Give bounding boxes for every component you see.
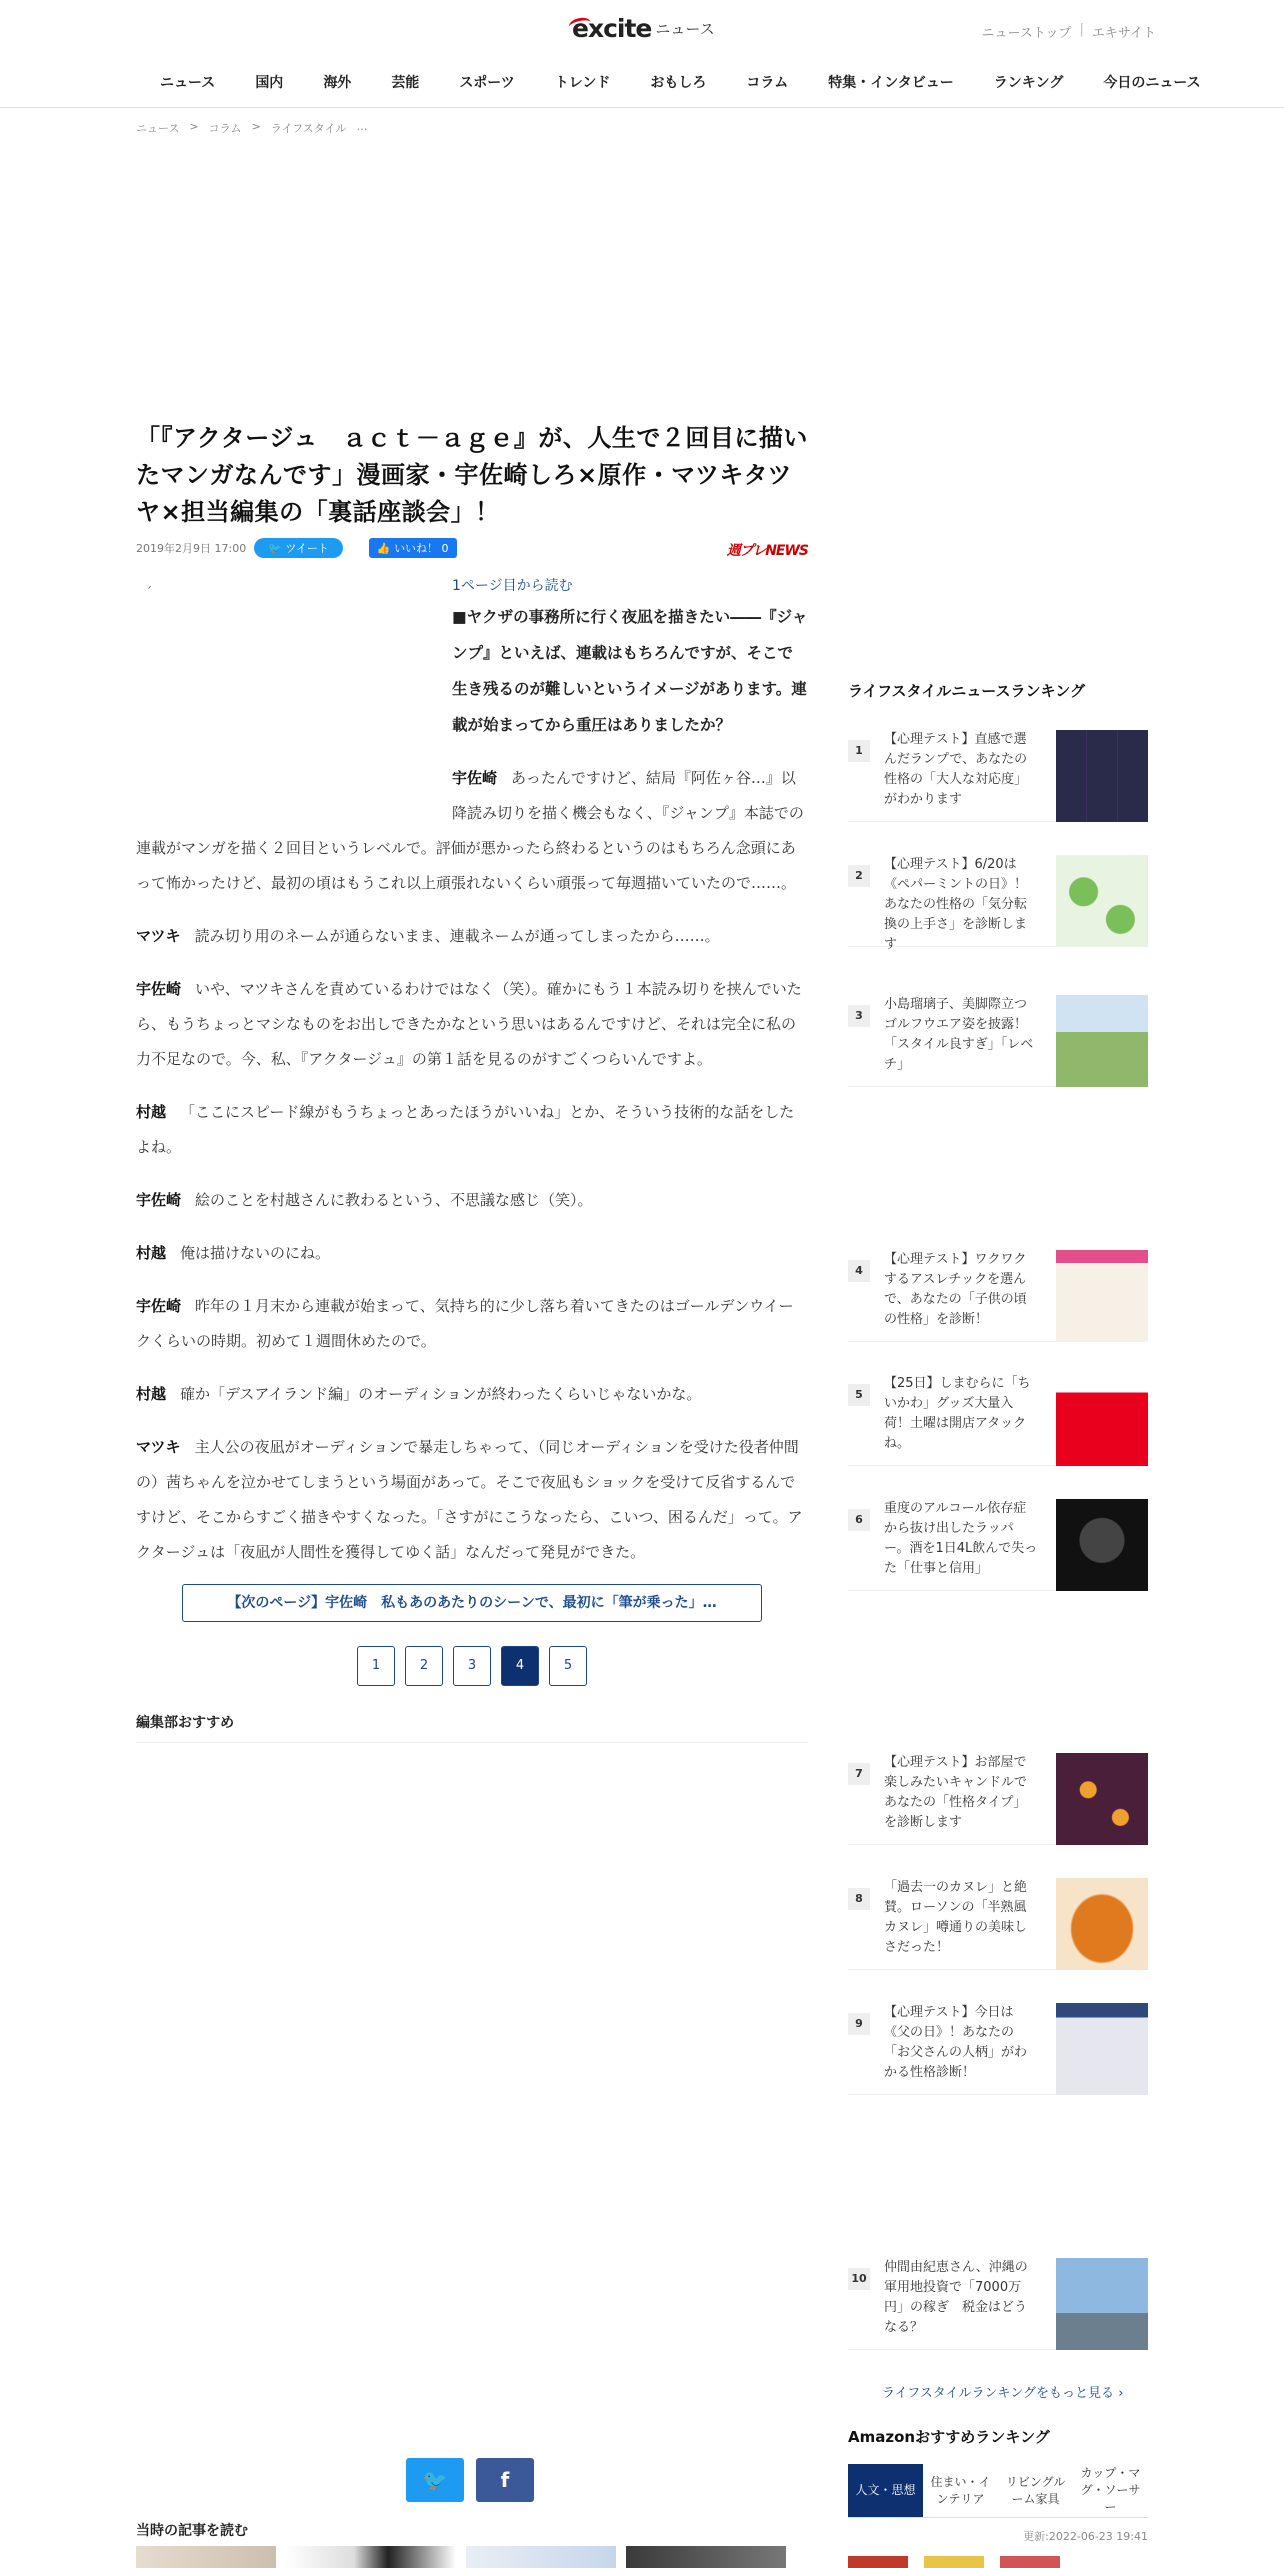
tweet-label: ツイート xyxy=(285,542,329,555)
tab-living-furniture[interactable]: リビングルーム家具 xyxy=(998,2464,1073,2518)
page-5-button[interactable]: 5 xyxy=(549,1646,587,1686)
pagination xyxy=(136,1646,808,1686)
dialogue-text: 読み切り用のネームが通らないまま、連載ネームが通ってしまったから……。 xyxy=(194,927,720,945)
ranking-thumbnail xyxy=(1056,2258,1148,2350)
page-1-button[interactable]: 1 xyxy=(357,1646,395,1686)
twitter-icon: 🐦 xyxy=(422,2468,448,2492)
more-ranking-label: ライフスタイルランキングをもっと見る xyxy=(882,2386,1115,2401)
chevron-right-icon: › xyxy=(1118,2386,1124,2401)
logo-mark: excite xyxy=(572,14,652,43)
amazon-product-thumb[interactable] xyxy=(848,2556,908,2568)
amazon-product-thumbnails xyxy=(848,2556,1148,2568)
speaker-name: 村越 xyxy=(136,1385,167,1403)
rank-headline: 重度のアルコール依存症から抜け出したラッパー。酒を1日4L飲んで失った「仕事と信用」 xyxy=(884,1501,1038,1576)
rank-headline: 【心理テスト】ワクワクするアスレチックを選んで、あなたの「子供の頃の性格」を診断！ xyxy=(884,1252,1027,1327)
rank-headline: 【25日】しまむらに「ちいかわ」グッズ大量入荷！土曜は開店アタックね。 xyxy=(884,1376,1031,1451)
speaker-name: 宇佐崎 xyxy=(452,769,498,787)
old-article-thumb[interactable] xyxy=(286,2546,456,2568)
old-article-thumb[interactable] xyxy=(466,2546,616,2568)
rank-number: 5 xyxy=(848,1384,870,1406)
rank-number: 1 xyxy=(848,740,870,762)
amazon-product-thumb[interactable] xyxy=(1000,2556,1060,2568)
amazon-ranking-title: Amazonおすすめランキング xyxy=(848,2428,1050,2446)
dialogue-text: 絵のことを村越さんに教わるという、不思議な感じ（笑）。 xyxy=(195,1191,593,1209)
breadcrumb-column[interactable]: コラム xyxy=(208,122,242,135)
ranking-item[interactable] xyxy=(848,2258,1148,2350)
rank-headline: 【心理テスト】直感で選んだランプで、あなたの性格の「大人な対応度」がわかります xyxy=(884,732,1028,807)
dialogue-paragraph xyxy=(136,1377,808,1412)
speaker-name: 村越 xyxy=(136,1244,167,1262)
nav-item-entertainment[interactable]: 芸能 xyxy=(391,75,420,91)
excite-link[interactable]: エキサイト xyxy=(1091,26,1156,41)
share-buttons xyxy=(406,2458,534,2502)
breadcrumb-lifestyle[interactable]: ライフスタイル xyxy=(270,122,347,135)
interview-question: ■ヤクザの事務所に行く夜凪を描きたい――『ジャンプ』といえば、連載はもちろんですが、そこで生き残るのが難しいというイメージがあります。連載が始まってから重圧はありましたか？ xyxy=(452,608,808,734)
article-title: 「『アクタージュ ａｃｔ－ａｇｅ』が、人生で２回目に描いたマンガなんです」漫画家・宇佐崎しろ×原作・マツキタツヤ×担当編集の「裏話座談会」！ xyxy=(136,424,808,526)
sidebar-ranking xyxy=(848,680,1148,719)
global-nav xyxy=(140,72,1221,92)
rank-headline: 「過去一のカヌレ」と絶賛。ローソンの「半熟風カヌレ」噂通りの美味しさだった！ xyxy=(884,1880,1028,1955)
ranking-thumbnail xyxy=(1056,1753,1148,1845)
nav-item-today[interactable]: 今日のニュース xyxy=(1103,75,1201,91)
logo-subtitle: ニュース xyxy=(655,20,715,38)
old-article-thumb[interactable] xyxy=(626,2546,786,2568)
rank-headline: 仲間由紀恵さん、沖縄の軍用地投資で「7000万円」の稼ぎ 税金はどうなる？ xyxy=(884,2260,1028,2335)
excite-logo[interactable] xyxy=(572,14,715,43)
dialogue-text: いや、マツキさんを責めているわけではなく（笑）。確かにもう１本読み切りを挟んでいたら、もうちょっとマシなものをお出しできたかなという思いはあるんですけど、それは完全に私の力不足なので。今、私、『アクタージュ』の第１話を見るのがすごくつらいんですよ。 xyxy=(136,980,802,1068)
site-header xyxy=(0,0,1284,108)
dialogue-text: 主人公の夜凪がオーディションで暴走しちゃって、（同じオーディションを受けた役者仲間の）茜ちゃんを泣かせてしまうという場面があって。そこで夜凪もショックを受けて反省するんですけど、そこからすごく描きやすくなった。「さすがにこうなったら、こいつ、困るんだ」って。アクタージュは「夜凪が人間性を獲得してゆく話」なんだって発見ができた。 xyxy=(136,1438,803,1561)
speaker-name: 宇佐崎 xyxy=(136,1191,182,1209)
dialogue-paragraph xyxy=(136,1095,808,1165)
amazon-category-tabs xyxy=(848,2464,1148,2518)
speaker-name: 宇佐崎 xyxy=(136,980,182,998)
tab-humanities[interactable]: 人文・思想 xyxy=(848,2464,923,2518)
editor-recommend-heading: 編集部おすすめ xyxy=(136,1712,808,1743)
dialogue-paragraph xyxy=(136,1183,808,1218)
nav-item-ranking[interactable]: ランキング xyxy=(993,75,1064,91)
ranking-item[interactable] xyxy=(848,855,1148,952)
ranking-item[interactable] xyxy=(848,730,1148,822)
ranking-title: ライフスタイルニュースランキング xyxy=(848,682,1086,700)
twitter-bird-icon: 🐦 xyxy=(268,542,282,555)
broken-image-icon: ˊ xyxy=(146,585,152,599)
ranking-thumbnail xyxy=(1056,730,1148,822)
rank-headline: 【心理テスト】6/20は《ペパーミントの日》！あなたの性格の「気分転換の上手さ」を診断します xyxy=(884,857,1028,952)
facebook-icon: f xyxy=(500,2468,510,2492)
nav-item-domestic[interactable]: 国内 xyxy=(255,75,284,91)
rank-number: 8 xyxy=(848,1888,870,1910)
dialogue-text: 確か「デスアイランド編」のオーディションが終わったくらいじゃないかな。 xyxy=(180,1385,702,1403)
speaker-name: 村越 xyxy=(136,1103,167,1121)
dialogue-paragraph xyxy=(136,1289,808,1359)
ranking-item[interactable] xyxy=(848,1753,1148,1845)
nav-item-world[interactable]: 海外 xyxy=(323,75,352,91)
more-ranking-link[interactable] xyxy=(882,2382,1123,2401)
nav-item-funny[interactable]: おもしろ xyxy=(650,75,707,91)
page-3-button[interactable]: 3 xyxy=(453,1646,491,1686)
breadcrumb-news[interactable]: ニュース xyxy=(136,122,180,135)
dialogue-paragraph xyxy=(136,1430,808,1570)
rank-number: 4 xyxy=(848,1260,870,1282)
share-twitter-button[interactable] xyxy=(406,2458,464,2502)
dialogue-text: 俺は描けないのにね。 xyxy=(180,1244,331,1262)
article-body xyxy=(136,575,808,1570)
speaker-name: 宇佐崎 xyxy=(136,1297,182,1315)
old-articles-heading: 当時の記事を読む xyxy=(136,2523,248,2539)
share-facebook-button[interactable] xyxy=(476,2458,534,2502)
page-2-button[interactable]: 2 xyxy=(405,1646,443,1686)
speaker-name: マツキ xyxy=(136,1438,181,1456)
ranking-item[interactable] xyxy=(848,995,1148,1087)
ranking-thumbnail xyxy=(1056,1374,1148,1466)
ranking-item[interactable] xyxy=(848,1250,1148,1342)
thumbs-up-icon: 👍 xyxy=(376,542,391,555)
ranking-thumbnail xyxy=(1056,1250,1148,1342)
ranking-thumbnail xyxy=(1056,855,1148,947)
nav-item-trend[interactable]: トレンド xyxy=(554,75,611,91)
ranking-item[interactable] xyxy=(848,2003,1148,2095)
nav-item-column[interactable]: コラム xyxy=(746,75,789,91)
article-main xyxy=(136,420,808,1743)
rank-headline: 【心理テスト】お部屋で楽しみたいキャンドルであなたの「性格タイプ」を診断します xyxy=(884,1755,1028,1830)
nav-item-sports[interactable]: スポーツ xyxy=(459,75,515,91)
like-button[interactable] xyxy=(369,538,457,558)
breadcrumb-ellipsis: … xyxy=(356,120,368,133)
source-logo[interactable]: 週プレNEWS xyxy=(726,543,808,559)
rank-number: 3 xyxy=(848,1005,870,1027)
read-from-first-page-link[interactable]: 1ページ目から読む xyxy=(452,578,573,594)
dialogue-paragraph xyxy=(136,972,808,1077)
tweet-button[interactable] xyxy=(254,538,343,558)
rank-number: 6 xyxy=(848,1509,870,1531)
dialogue-text: 昨年の１月末から連載が始まって、気持ち的に少し落ち着いてきたのはゴールデンウイークくらいの時期。初めて１週間休めたので。 xyxy=(136,1297,794,1350)
amazon-updated-time: 更新:2022-06-23 19:41 xyxy=(1023,2530,1148,2543)
breadcrumb-separator: > xyxy=(251,120,261,133)
rank-headline: 【心理テスト】今日は《父の日》！あなたの「お父さんの人柄」がわかる性格診断！ xyxy=(884,2005,1028,2080)
ranking-thumbnail xyxy=(1056,1878,1148,1970)
tab-interior[interactable]: 住まい・インテリア xyxy=(923,2464,998,2518)
dialogue-text: 「ここにスピード線がもうちょっとあったほうがいいね」とか、そういう技術的な話をしたよね。 xyxy=(136,1103,795,1156)
rank-number: 2 xyxy=(848,865,870,887)
ranking-thumbnail xyxy=(1056,1499,1148,1591)
header-link-separator: | xyxy=(1079,22,1084,37)
news-top-link[interactable]: ニューストップ xyxy=(981,26,1072,41)
breadcrumb xyxy=(136,120,367,136)
old-articles-thumbnails xyxy=(136,2546,808,2568)
nav-item-news[interactable]: ニュース xyxy=(160,75,216,91)
rank-number: 7 xyxy=(848,1763,870,1785)
old-article-thumb[interactable] xyxy=(136,2546,276,2568)
dialogue-paragraph xyxy=(136,1236,808,1271)
amazon-product-thumb[interactable] xyxy=(924,2556,984,2568)
ranking-item[interactable] xyxy=(848,1499,1148,1591)
article-date: 2019年2月9日 17:00 xyxy=(136,542,247,555)
ranking-thumbnail xyxy=(1056,995,1148,1087)
breadcrumb-separator: > xyxy=(189,120,199,133)
ranking-item[interactable] xyxy=(848,1374,1148,1466)
ranking-item[interactable] xyxy=(848,1878,1148,1970)
article-image xyxy=(136,575,452,807)
rank-headline: 小島瑠璃子、美脚際立つゴルフウエア姿を披露！「スタイル良すぎ」「レベチ」 xyxy=(884,997,1034,1072)
rank-number: 9 xyxy=(848,2013,870,2035)
next-page-link[interactable]: 【次のページ】宇佐崎 私もあのあたりのシーンで、最初に「筆が乗った」… xyxy=(182,1584,762,1622)
tab-cups[interactable]: カップ・マグ・ソーサー xyxy=(1073,2464,1148,2518)
header-links xyxy=(982,22,1156,41)
like-label: いいね！ 0 xyxy=(394,542,449,555)
speaker-name: マツキ xyxy=(136,927,181,945)
rank-number: 10 xyxy=(848,2268,870,2290)
nav-item-feature[interactable]: 特集・インタビュー xyxy=(828,75,954,91)
page-4-button-current[interactable]: 4 xyxy=(501,1646,539,1686)
ranking-thumbnail xyxy=(1056,2003,1148,2095)
dialogue-paragraph xyxy=(136,919,808,954)
article-meta xyxy=(136,537,808,559)
dialogue-text: あったんですけど、結局『阿佐ヶ谷…』以降読み切りを描く機会もなく、『ジャンプ』本誌での連載がマンガを描く２回目というレベルで。評価が悪かったら終わるというのはもちろん念頭にあって怖かったけど、最初の頃はもうこれ以上頑張れないくらい頑張って毎週描いていたので……。 xyxy=(136,769,804,892)
